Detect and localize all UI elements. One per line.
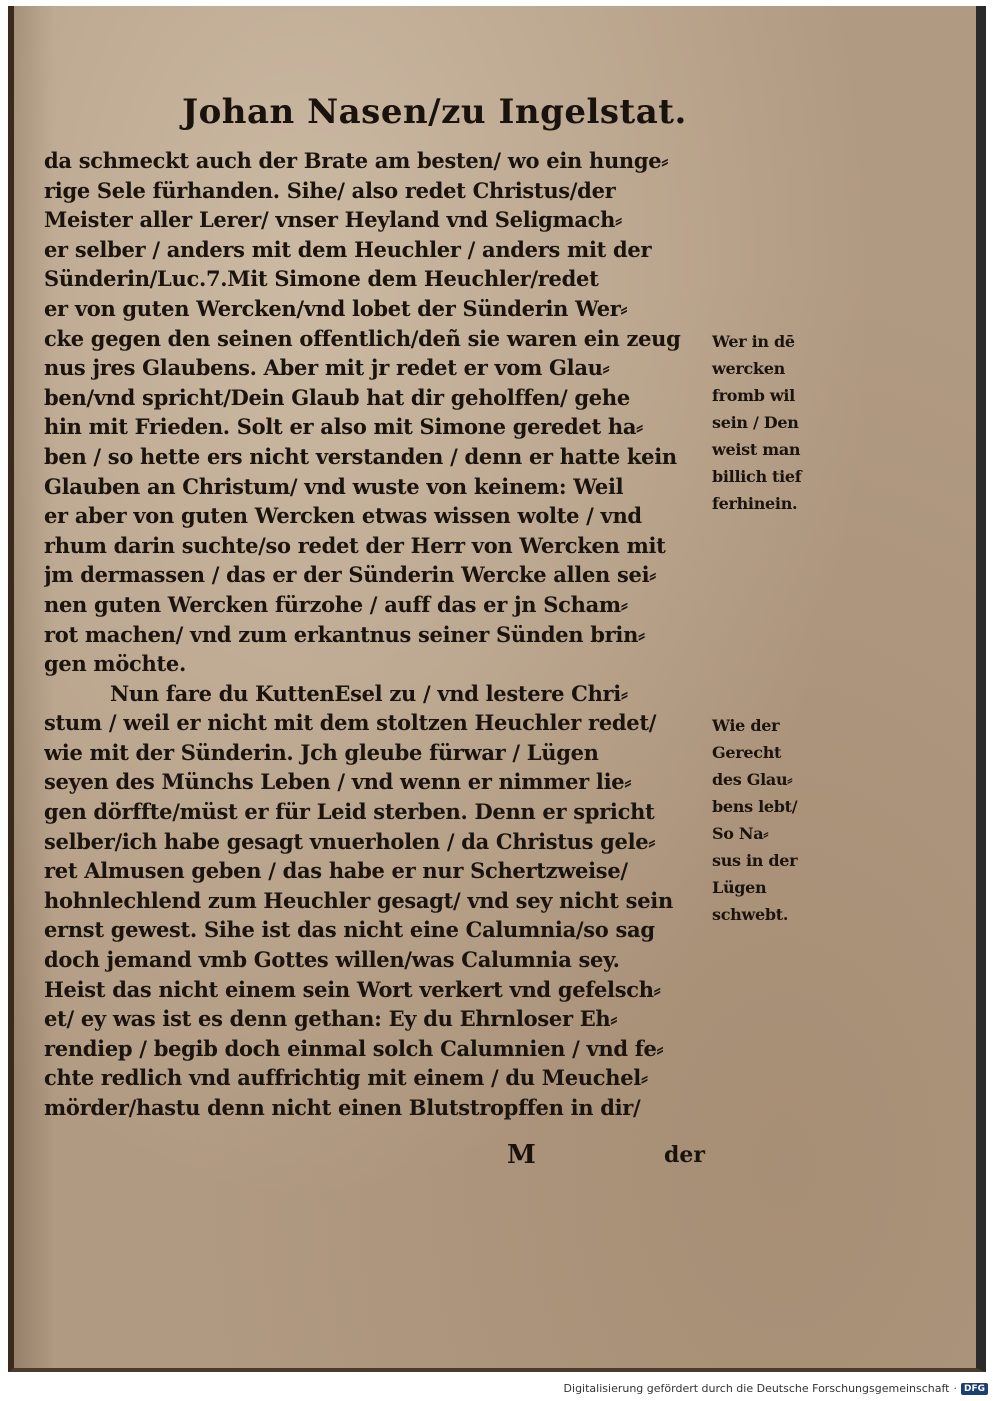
text-line: Nun fare du KuttenEsel zu / vnd lestere Chri⸗ bbox=[110, 680, 628, 706]
marginal-line: wercken bbox=[712, 359, 785, 378]
marginal-note bbox=[712, 328, 822, 517]
text-line: ret Almusen geben / das habe er nur Schertzweise/ bbox=[44, 858, 628, 884]
text-line: ernst gewest. Sihe ist das nicht eine Calumnia/so sag bbox=[44, 917, 655, 943]
marginal-line: weist man bbox=[712, 440, 801, 459]
signature-mark: M bbox=[507, 1140, 536, 1170]
funding-credit-dot: · bbox=[953, 1382, 957, 1395]
marginal-line: des Glau⸗ bbox=[712, 770, 793, 789]
marginal-line: billich tief bbox=[712, 467, 802, 486]
text-line: ben / so hette ers nicht verstanden / denn er hatte kein bbox=[44, 443, 677, 469]
running-head: Johan Nasen/zu Ingelstat. bbox=[182, 92, 687, 132]
marginal-line: Wer in dē bbox=[712, 332, 795, 351]
text-line: er selber / anders mit dem Heuchler / anders mit der bbox=[44, 236, 652, 262]
marginal-line: bens lebt/ bbox=[712, 797, 798, 816]
text-line: hin mit Frieden. Solt er also mit Simone geredet ha⸗ bbox=[44, 414, 643, 440]
marginal-line: Lügen bbox=[712, 878, 767, 897]
text-line: rige Sele fürhanden. Sihe/ also redet Christus/der bbox=[44, 177, 616, 203]
text-line: hohnlechlend zum Heuchler gesagt/ vnd sey nicht sein bbox=[44, 887, 673, 913]
text-line: rhum darin suchte/so redet der Herr von Wercken mit bbox=[44, 532, 666, 558]
marginal-line: sein / Den bbox=[712, 413, 799, 432]
dfg-logo-icon: DFG bbox=[961, 1383, 988, 1395]
marginal-note bbox=[712, 712, 822, 928]
marginal-line: fromb wil bbox=[712, 386, 795, 405]
text-line: chte redlich vnd auffrichtig mit einem / du Meuchel⸗ bbox=[44, 1065, 648, 1091]
scanned-page bbox=[8, 6, 986, 1372]
text-line: doch jemand vmb Gottes willen/was Calumnia sey. bbox=[44, 947, 620, 973]
text-line: Glauben an Christum/ vnd wuste von keinem: Weil bbox=[44, 473, 624, 499]
text-line: er aber von guten Wercken etwas wissen wolte / vnd bbox=[44, 503, 642, 529]
catchword: der bbox=[664, 1142, 705, 1168]
text-line: da schmeckt auch der Brate am besten/ wo ein hunge⸗ bbox=[44, 148, 669, 173]
text-line: gen möchte. bbox=[44, 651, 186, 677]
text-line: nen guten Wercken fürzohe / auff das er jn Scham⸗ bbox=[44, 591, 628, 617]
marginal-line: sus in der bbox=[712, 851, 798, 870]
text-line: et/ ey was ist es denn gethan: Ey du Ehrnloser Eh⸗ bbox=[44, 1006, 618, 1032]
funding-credit bbox=[564, 1382, 988, 1395]
text-line: wie mit der Sünderin. Jch gleube fürwar / Lügen bbox=[44, 739, 599, 765]
funding-credit-text: Digitalisierung gefördert durch die Deutsche Forschungsgemeinschaft bbox=[563, 1382, 950, 1395]
text-line: stum / weil er nicht mit dem stoltzen Heuchler redet/ bbox=[44, 710, 657, 736]
text-line: cke gegen den seinen offentlich/deñ sie waren ein zeug bbox=[44, 325, 681, 351]
text-line: Meister aller Lerer/ vnser Heyland vnd Seligmach⸗ bbox=[44, 207, 622, 233]
text-line: gen dörffte/müst er für Leid sterben. Denn er spricht bbox=[44, 799, 655, 825]
body-text bbox=[44, 146, 710, 1123]
text-line: seyen des Münchs Leben / vnd wenn er nimmer lie⸗ bbox=[44, 769, 632, 795]
text-line: Heist das nicht einem sein Wort verkert vnd gefelsch⸗ bbox=[44, 976, 661, 1002]
marginal-line: Gerecht bbox=[712, 743, 782, 762]
marginal-line: So Na⸗ bbox=[712, 824, 769, 843]
text-line: Sünderin/Luc.7.Mit Simone dem Heuchler/redet bbox=[44, 266, 599, 292]
text-line: ben/vnd spricht/Dein Glaub hat dir geholffen/ gehe bbox=[44, 384, 630, 410]
text-line: rot machen/ vnd zum erkantnus seiner Sünden brin⸗ bbox=[44, 621, 645, 647]
text-line: er von guten Wercken/vnd lobet der Sünderin Wer⸗ bbox=[44, 295, 628, 321]
text-line: jm dermassen / das er der Sünderin Wercke allen sei⸗ bbox=[44, 562, 656, 588]
marginal-line: schwebt. bbox=[712, 905, 789, 924]
marginal-line: Wie der bbox=[712, 716, 780, 735]
marginal-line: ferhinein. bbox=[712, 494, 798, 513]
text-line: nus jres Glaubens. Aber mit jr redet er vom Glau⸗ bbox=[44, 355, 610, 381]
text-line: rendiep / begib doch einmal solch Calumnien / vnd fe⸗ bbox=[44, 1035, 664, 1061]
text-line: selber/ich habe gesagt vnuerholen / da Christus gele⸗ bbox=[44, 828, 656, 854]
text-line: mörder/hastu denn nicht einen Blutstropffen in dir/ bbox=[44, 1095, 641, 1120]
